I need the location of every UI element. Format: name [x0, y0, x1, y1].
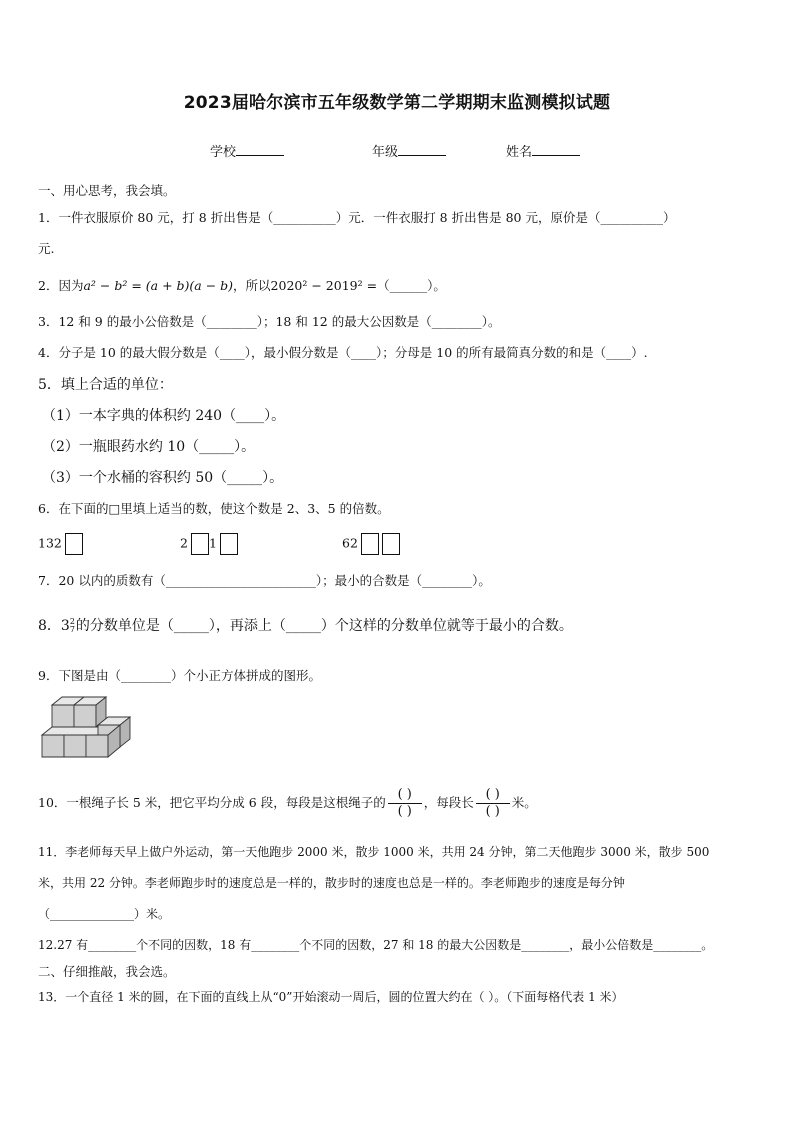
q8-text: 的分数单位是（_____），再添上（_____）个这样的分数单位就等于最小的合数。: [75, 618, 573, 634]
q6-n2-digit-b: 1: [208, 535, 217, 551]
q10-fraction-2-top: ( ): [485, 787, 500, 802]
q9: 9．下图是由（________）个小正方体拼成的图形。: [38, 668, 321, 683]
q6-n2-digit-a: 2: [180, 535, 188, 551]
name-label: 姓名: [506, 145, 533, 160]
q6-n1-digits: 132: [38, 535, 62, 551]
q8-prefix: 8．3: [38, 618, 70, 634]
q2-prefix: 2．因为: [38, 278, 84, 293]
q7: 7．20 以内的质数有（________________________）；最小的合数是（________）。: [38, 573, 491, 588]
school-field: [210, 141, 284, 160]
q6-answer-box[interactable]: [382, 533, 400, 555]
q6-number-2: [180, 533, 238, 555]
q6-n3-digits: 62: [342, 535, 358, 551]
name-blank[interactable]: [532, 143, 580, 156]
q6-text: 6．在下面的□里填上适当的数，使这个数是 2、3、5 的倍数。: [38, 501, 390, 516]
q10-fraction-1-top: ( ): [397, 787, 412, 802]
section2-heading: 二、仔细推敲，我会选。: [38, 964, 176, 979]
page-title: 2023届哈尔滨市五年级数学第二学期期末监测模拟试题: [183, 93, 611, 113]
q6-answer-box[interactable]: [191, 533, 209, 555]
q10: [38, 787, 537, 820]
q11-line3: （______________）米。: [38, 907, 171, 921]
grade-blank[interactable]: [398, 143, 446, 156]
q8-denominator: 7: [69, 625, 75, 634]
q6-answer-box[interactable]: [65, 533, 83, 555]
q2-formula: a² − b² = (a + b)(a − b): [83, 278, 234, 293]
q6-answer-box[interactable]: [220, 533, 238, 555]
q5-item-1: （1）一本字典的体积约 240（____）。: [42, 408, 286, 424]
q2-expr: 2020² − 2019² =: [270, 278, 378, 293]
q6-answer-box[interactable]: [361, 533, 379, 555]
q10-text-c: 米。: [511, 795, 537, 810]
q10-fraction-1-bottom: ( ): [397, 804, 412, 819]
grade-field: [372, 141, 446, 160]
q2: [38, 276, 446, 294]
section1-heading: 一、用心思考，我会填。: [38, 183, 176, 198]
q11-line1: 11．李老师每天早上做户外运动，第一天他跑步 2000 米，散步 1000 米，共用 24 分钟，第二天他跑步 3000 米，散步 500: [38, 845, 710, 859]
q4: 4．分子是 10 的最大假分数是（____），最小假分数是（____）；分母是 10 的所有最简真分数的和是（____）.: [38, 345, 648, 360]
q8: [38, 615, 573, 635]
q2-suffix: （______）。: [377, 278, 446, 293]
q10-text-b: ，每段长: [423, 795, 474, 810]
q6-number-1: [38, 533, 83, 555]
q10-fraction-1[interactable]: [388, 787, 422, 820]
cube-figure: [40, 695, 132, 761]
grade-label: 年级: [372, 145, 399, 160]
q3: 3．12 和 9 的最小公倍数是（________）；18 和 12 的最大公因数是（________）。: [38, 314, 501, 329]
school-blank[interactable]: [236, 143, 284, 156]
school-label: 学校: [210, 145, 237, 160]
q5-heading: 5．填上合适的单位：: [38, 377, 173, 393]
q10-fraction-2[interactable]: [476, 787, 510, 820]
q1-line2: 元.: [38, 241, 55, 256]
q11-line2: 米，共用 22 分钟。李老师跑步时的速度总是一样的，散步时的速度也总是一样的。李老师跑步的速度是每分钟: [38, 876, 625, 890]
name-field: [506, 141, 580, 160]
q2-middle: ，所以: [233, 278, 271, 293]
q5-item-3: （3）一个水桶的容积约 50（_____）。: [42, 470, 284, 486]
cube-shapes: [42, 697, 130, 757]
q5-item-2: （2）一瓶眼药水约 10（_____）。: [42, 439, 256, 455]
q13: 13．一个直径 1 米的圆，在下面的直线上从“0”开始滚动一周后，圆的位置大约在（ ）。（下面每格代表 1 米）: [38, 990, 624, 1004]
q6-number-3: [342, 533, 400, 555]
q10-fraction-2-bottom: ( ): [485, 804, 500, 819]
q12: 12.27 有________个不同的因数，18 有________个不同的因数，27 和 18 的最大公因数是________，最小公倍数是________。: [38, 938, 714, 952]
q1-line1: 1．一件衣服原价 80 元，打 8 折出售是（__________）元．一件衣服打 8 折出售是 80 元，原价是（__________）: [38, 210, 676, 225]
q10-text-a: 10．一根绳子长 5 米，把它平均分成 6 段，每段是这根绳子的: [38, 795, 386, 810]
q8-numerator: 2: [69, 617, 75, 626]
q8-fraction: [70, 618, 75, 634]
